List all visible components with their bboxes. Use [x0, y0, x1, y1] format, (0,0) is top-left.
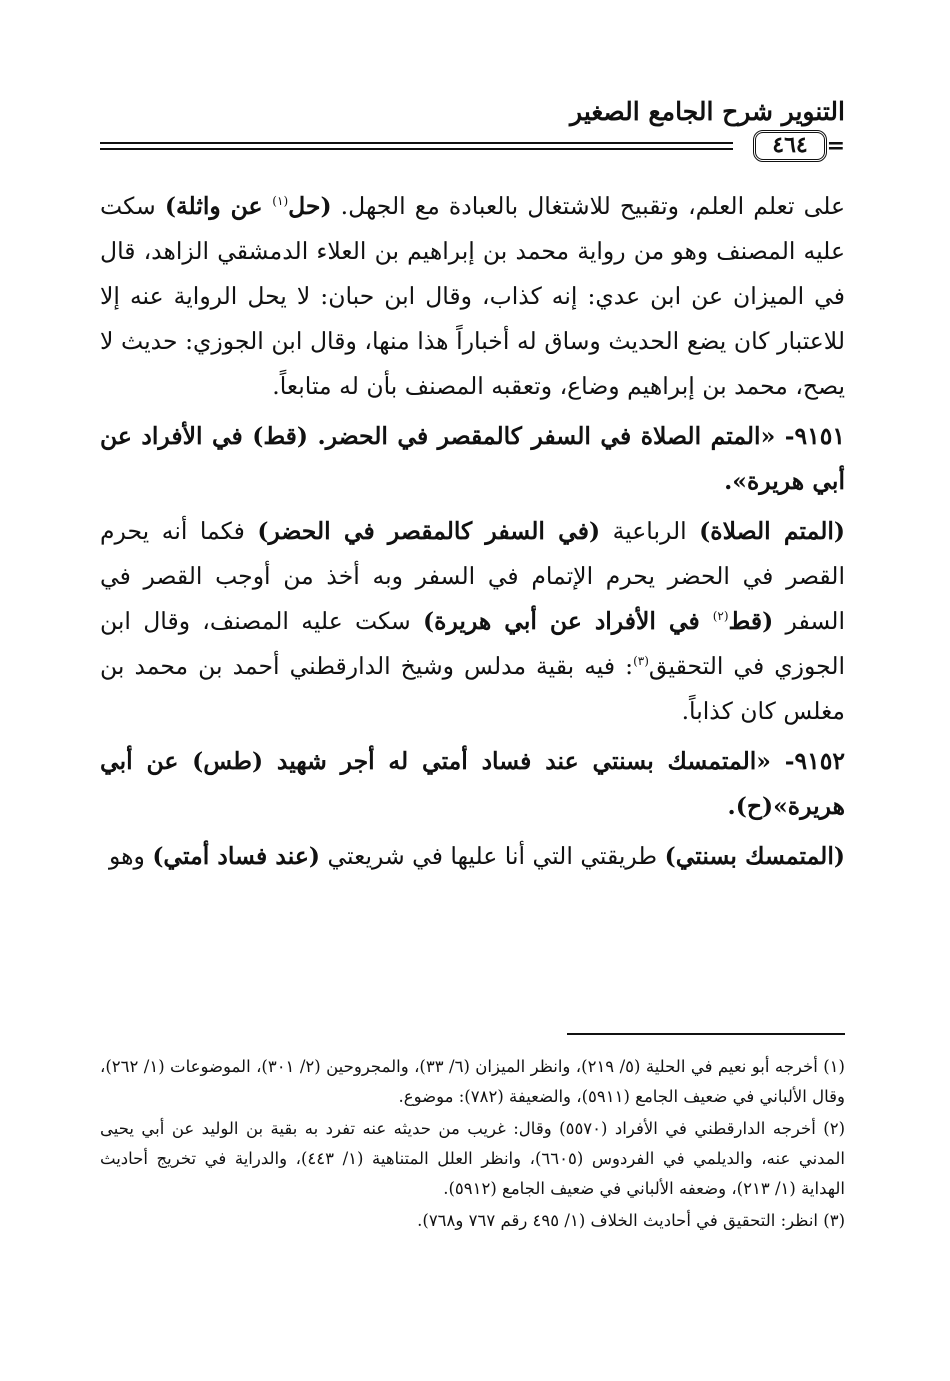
footnote-marker: (١) [272, 194, 289, 208]
paragraph-text: فكما أنه يحرم القصر في الحضر يحرم الإتمام في السفر وبه أخذ من أوجب القصر في السفر [100, 517, 845, 635]
quoted-phrase-bold: (في السفر كالمقصر في الحضر) [257, 517, 601, 545]
source-narrator-bold: عن واثلة) [164, 192, 273, 220]
footnote-marker: (٣) [633, 654, 649, 668]
paragraph-text: : فيه بقية مدلس وشيخ الدارقطني أحمد بن محمد بن مغلس كان كذاباً. [100, 652, 845, 725]
source-code-bold: (حل [288, 192, 332, 220]
footnote-2: (٢) أخرجه الدارقطني في الأفراد (٥٥٧٠) وقال: غريب من حديثه عنه تفرد به بقية بن الوليد عن أبي يحيى المدني عنه، والديلمي في الفردوس (٦٦٠٥)، وانظر العلل المتناهية (١/ ٤٤٣)، والدراية في تخريج أحاديث الهداية (١/ ٢١٣)، وضعفه الألباني في ضعيف الجامع (٥٩١٢). [100, 1119, 845, 1198]
source-code-bold: (قط [728, 607, 774, 635]
hadith-number: ٩١٥٢- [770, 747, 846, 775]
quoted-phrase-bold: (عند فساد أمتي) [152, 842, 320, 870]
hadith-text: «المتم الصلاة في السفر كالمقصر في الحضر. (قط) في الأفراد عن أبي هريرة». [100, 422, 845, 495]
page-number: ٤٦٤ [753, 130, 827, 162]
footnotes [100, 1052, 845, 1236]
paragraph-text: سكت عليه المصنف، وقال ابن الجوزي في التحقيق [100, 607, 846, 680]
paragraph-text: سكت عليه المصنف وهو من رواية محمد بن إبراهيم بن العلاء الدمشقي الزاهد، قال في الميزان عن ابن عدي: إنه كذاب، وقال ابن حبان: لا يحل الرواية عنه إلا للاعتبار كان يضع الحديث وساق له أخباراً هذا منها، وقال ابن الجوزي: حديث لا يصح، محمد بن إبراهيم وضاع، وتعقبه المصنف بأن له متابعاً. [100, 192, 845, 400]
running-title: التنوير شرح الجامع الصغير [570, 97, 845, 126]
footnote-3: (٣) انظر: التحقيق في أحاديث الخلاف (١/ ٤٩٥ رقم ٧٦٧ و٧٦٨). [417, 1211, 845, 1230]
hadith-number: ٩١٥١- [775, 422, 846, 450]
paragraph-commentary-9152 [100, 834, 845, 879]
header-double-rule [100, 142, 733, 150]
main-text [100, 184, 845, 879]
paragraph-text: على تعلم العلم، وتقبيح للاشتغال بالعبادة مع الجهل. [331, 192, 845, 220]
paragraph-commentary-9150 [100, 184, 845, 409]
hadith-entry-9152 [100, 739, 845, 829]
paragraph-text: طريقتي التي أنا عليها في شريعتي [319, 842, 665, 870]
quoted-phrase-bold: (المتمسك بسنتي) [664, 842, 845, 870]
quoted-phrase-bold: (المتم الصلاة) [699, 517, 846, 545]
page-number-mark: = [826, 133, 845, 159]
paragraph-commentary-9151 [100, 509, 845, 734]
source-narrator-bold: في الأفراد عن أبي هريرة) [423, 607, 713, 635]
page-header [100, 92, 845, 162]
hadith-text: «المتمسك بسنتي عند فساد أمتي له أجر شهيد (طس) عن أبي هريرة»(ح). [100, 747, 845, 820]
book-page [100, 92, 845, 1332]
hadith-entry-9151 [100, 414, 845, 504]
paragraph-text: وهو [108, 842, 153, 870]
footnote-marker: (٢) [712, 609, 729, 623]
footnote-separator [567, 1033, 845, 1035]
paragraph-text: الرباعية [600, 517, 700, 545]
footnote-1: (١) أخرجه أبو نعيم في الحلية (٥/ ٢١٩)، وانظر الميزان (٦/ ٣٣)، والمجروحين (٢/ ٣٠١)، الموضوعات (١/ ٢٦٢)، وقال الألباني في ضعيف الجامع (٥٩١١)، والضعيفة (٧٨٢): موضوع. [100, 1057, 845, 1106]
